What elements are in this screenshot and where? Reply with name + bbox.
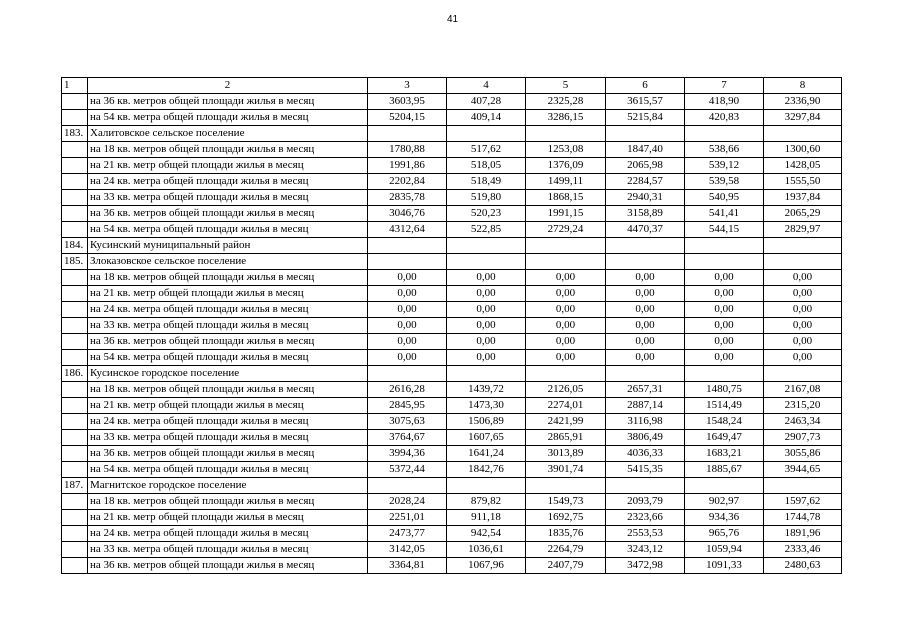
value-cell: 3158,89 bbox=[606, 206, 685, 222]
table-row bbox=[62, 158, 842, 174]
value-cell: 902,97 bbox=[685, 494, 764, 510]
row-description: на 18 кв. метров общей площади жилья в месяц bbox=[88, 270, 368, 286]
value-cell: 2657,31 bbox=[606, 382, 685, 398]
value-cell: 1780,88 bbox=[368, 142, 447, 158]
value-cell: 2126,05 bbox=[526, 382, 606, 398]
header-cell: 8 bbox=[764, 78, 842, 94]
table-row bbox=[62, 382, 842, 398]
table-row bbox=[62, 206, 842, 222]
row-index bbox=[62, 446, 88, 462]
table-row bbox=[62, 238, 842, 254]
table-row bbox=[62, 398, 842, 414]
value-cell: 2729,24 bbox=[526, 222, 606, 238]
table-header bbox=[62, 78, 842, 94]
row-index: 186. bbox=[62, 366, 88, 382]
value-cell: 879,82 bbox=[447, 494, 526, 510]
row-index bbox=[62, 142, 88, 158]
value-cell: 0,00 bbox=[764, 286, 842, 302]
row-index bbox=[62, 462, 88, 478]
row-description: на 33 кв. метра общей площади жилья в месяц bbox=[88, 318, 368, 334]
value-cell: 934,36 bbox=[685, 510, 764, 526]
table-row bbox=[62, 222, 842, 238]
value-cell: 1683,21 bbox=[685, 446, 764, 462]
value-cell: 3944,65 bbox=[764, 462, 842, 478]
value-cell: 965,76 bbox=[685, 526, 764, 542]
value-cell bbox=[685, 238, 764, 254]
value-cell: 1067,96 bbox=[447, 558, 526, 574]
value-cell: 0,00 bbox=[685, 302, 764, 318]
value-cell: 518,49 bbox=[447, 174, 526, 190]
value-cell: 5215,84 bbox=[606, 110, 685, 126]
value-cell: 418,90 bbox=[685, 94, 764, 110]
header-cell: 3 bbox=[368, 78, 447, 94]
value-cell: 4312,64 bbox=[368, 222, 447, 238]
value-cell: 2251,01 bbox=[368, 510, 447, 526]
value-cell: 1885,67 bbox=[685, 462, 764, 478]
value-cell: 1480,75 bbox=[685, 382, 764, 398]
row-index bbox=[62, 430, 88, 446]
value-cell: 3764,67 bbox=[368, 430, 447, 446]
value-cell: 519,80 bbox=[447, 190, 526, 206]
value-cell bbox=[368, 478, 447, 494]
row-index bbox=[62, 190, 88, 206]
row-index bbox=[62, 382, 88, 398]
value-cell: 4036,33 bbox=[606, 446, 685, 462]
value-cell: 518,05 bbox=[447, 158, 526, 174]
page-number: 41 bbox=[446, 14, 459, 25]
value-cell: 5372,44 bbox=[368, 462, 447, 478]
value-cell: 1439,72 bbox=[447, 382, 526, 398]
value-cell: 541,41 bbox=[685, 206, 764, 222]
value-cell: 1835,76 bbox=[526, 526, 606, 542]
value-cell: 5415,35 bbox=[606, 462, 685, 478]
value-cell: 2887,14 bbox=[606, 398, 685, 414]
row-index bbox=[62, 414, 88, 430]
row-index bbox=[62, 158, 88, 174]
table-row bbox=[62, 558, 842, 574]
row-index bbox=[62, 286, 88, 302]
value-cell: 2028,24 bbox=[368, 494, 447, 510]
value-cell bbox=[447, 238, 526, 254]
value-cell: 0,00 bbox=[526, 286, 606, 302]
value-cell: 1744,78 bbox=[764, 510, 842, 526]
value-cell: 5204,15 bbox=[368, 110, 447, 126]
value-cell: 3286,15 bbox=[526, 110, 606, 126]
value-cell bbox=[526, 254, 606, 270]
table-row bbox=[62, 542, 842, 558]
value-cell: 3055,86 bbox=[764, 446, 842, 462]
value-cell: 3603,95 bbox=[368, 94, 447, 110]
table-row bbox=[62, 302, 842, 318]
table-row bbox=[62, 478, 842, 494]
row-description: на 21 кв. метр общей площади жилья в месяц bbox=[88, 510, 368, 526]
value-cell bbox=[447, 478, 526, 494]
row-index: 184. bbox=[62, 238, 88, 254]
table-row bbox=[62, 414, 842, 430]
table-row bbox=[62, 462, 842, 478]
value-cell: 540,95 bbox=[685, 190, 764, 206]
header-cell: 6 bbox=[606, 78, 685, 94]
value-cell: 2093,79 bbox=[606, 494, 685, 510]
row-index bbox=[62, 270, 88, 286]
header-cell: 1 bbox=[62, 78, 88, 94]
value-cell: 0,00 bbox=[606, 286, 685, 302]
value-cell: 2264,79 bbox=[526, 542, 606, 558]
value-cell: 3116,98 bbox=[606, 414, 685, 430]
row-index bbox=[62, 542, 88, 558]
value-cell: 0,00 bbox=[526, 334, 606, 350]
value-cell: 3046,76 bbox=[368, 206, 447, 222]
value-cell: 0,00 bbox=[447, 286, 526, 302]
row-index bbox=[62, 110, 88, 126]
value-cell: 1891,96 bbox=[764, 526, 842, 542]
value-cell: 2325,28 bbox=[526, 94, 606, 110]
value-cell: 1428,05 bbox=[764, 158, 842, 174]
value-cell: 2940,31 bbox=[606, 190, 685, 206]
row-index bbox=[62, 510, 88, 526]
value-cell: 0,00 bbox=[764, 334, 842, 350]
value-cell: 1036,61 bbox=[447, 542, 526, 558]
row-description: Магнитское городское поселение bbox=[88, 478, 368, 494]
row-index bbox=[62, 558, 88, 574]
value-cell: 0,00 bbox=[764, 350, 842, 366]
value-cell: 1514,49 bbox=[685, 398, 764, 414]
value-cell: 0,00 bbox=[685, 350, 764, 366]
value-cell bbox=[368, 366, 447, 382]
value-cell: 2065,98 bbox=[606, 158, 685, 174]
value-cell bbox=[368, 254, 447, 270]
value-cell: 1649,47 bbox=[685, 430, 764, 446]
value-cell bbox=[526, 478, 606, 494]
value-cell: 2845,95 bbox=[368, 398, 447, 414]
value-cell: 0,00 bbox=[368, 286, 447, 302]
value-cell: 0,00 bbox=[606, 318, 685, 334]
value-cell: 911,18 bbox=[447, 510, 526, 526]
value-cell: 0,00 bbox=[447, 270, 526, 286]
row-index bbox=[62, 94, 88, 110]
value-cell: 2865,91 bbox=[526, 430, 606, 446]
row-description: на 24 кв. метра общей площади жилья в месяц bbox=[88, 526, 368, 542]
row-description: Кусинское городское поселение bbox=[88, 366, 368, 382]
value-cell: 0,00 bbox=[526, 318, 606, 334]
value-cell: 1548,24 bbox=[685, 414, 764, 430]
value-cell: 2315,20 bbox=[764, 398, 842, 414]
value-cell: 2284,57 bbox=[606, 174, 685, 190]
value-cell: 3806,49 bbox=[606, 430, 685, 446]
row-description: на 21 кв. метр общей площади жилья в месяц bbox=[88, 158, 368, 174]
value-cell: 3243,12 bbox=[606, 542, 685, 558]
value-cell: 544,15 bbox=[685, 222, 764, 238]
value-cell: 2616,28 bbox=[368, 382, 447, 398]
value-cell bbox=[368, 238, 447, 254]
row-description: на 36 кв. метров общей площади жилья в месяц bbox=[88, 558, 368, 574]
value-cell: 0,00 bbox=[447, 350, 526, 366]
table-row bbox=[62, 510, 842, 526]
table-row bbox=[62, 126, 842, 142]
row-index bbox=[62, 494, 88, 510]
value-cell: 520,23 bbox=[447, 206, 526, 222]
row-index bbox=[62, 334, 88, 350]
value-cell: 0,00 bbox=[685, 270, 764, 286]
row-description: на 24 кв. метра общей площади жилья в месяц bbox=[88, 302, 368, 318]
data-table bbox=[61, 77, 842, 574]
row-description: на 36 кв. метров общей площади жилья в месяц bbox=[88, 446, 368, 462]
value-cell: 0,00 bbox=[764, 270, 842, 286]
value-cell bbox=[606, 254, 685, 270]
header-cell: 2 bbox=[88, 78, 368, 94]
row-description: на 33 кв. метра общей площади жилья в месяц bbox=[88, 430, 368, 446]
row-index bbox=[62, 350, 88, 366]
value-cell: 0,00 bbox=[447, 318, 526, 334]
header-cell: 7 bbox=[685, 78, 764, 94]
value-cell: 0,00 bbox=[764, 302, 842, 318]
value-cell bbox=[606, 366, 685, 382]
row-description: на 33 кв. метра общей площади жилья в месяц bbox=[88, 190, 368, 206]
value-cell: 517,62 bbox=[447, 142, 526, 158]
value-cell bbox=[685, 126, 764, 142]
value-cell: 407,28 bbox=[447, 94, 526, 110]
value-cell: 0,00 bbox=[526, 270, 606, 286]
value-cell: 1499,11 bbox=[526, 174, 606, 190]
table-row bbox=[62, 286, 842, 302]
row-description: на 36 кв. метров общей площади жилья в месяц bbox=[88, 206, 368, 222]
row-description: на 18 кв. метров общей площади жилья в месяц bbox=[88, 142, 368, 158]
value-cell: 0,00 bbox=[368, 318, 447, 334]
table-row bbox=[62, 350, 842, 366]
value-cell: 2336,90 bbox=[764, 94, 842, 110]
table-row bbox=[62, 174, 842, 190]
value-cell: 1300,60 bbox=[764, 142, 842, 158]
value-cell: 3615,57 bbox=[606, 94, 685, 110]
value-cell bbox=[606, 238, 685, 254]
value-cell: 1091,33 bbox=[685, 558, 764, 574]
value-cell: 2463,34 bbox=[764, 414, 842, 430]
value-cell: 1549,73 bbox=[526, 494, 606, 510]
value-cell: 2829,97 bbox=[764, 222, 842, 238]
value-cell: 2333,46 bbox=[764, 542, 842, 558]
table-row bbox=[62, 366, 842, 382]
value-cell: 0,00 bbox=[368, 270, 447, 286]
value-cell: 2480,63 bbox=[764, 558, 842, 574]
value-cell bbox=[606, 126, 685, 142]
value-cell: 522,85 bbox=[447, 222, 526, 238]
value-cell: 0,00 bbox=[685, 286, 764, 302]
value-cell: 3013,89 bbox=[526, 446, 606, 462]
value-cell: 3472,98 bbox=[606, 558, 685, 574]
value-cell: 0,00 bbox=[606, 350, 685, 366]
value-cell bbox=[606, 478, 685, 494]
header-row bbox=[62, 78, 842, 94]
table-body bbox=[62, 94, 842, 574]
row-index: 183. bbox=[62, 126, 88, 142]
value-cell bbox=[764, 366, 842, 382]
value-cell bbox=[764, 238, 842, 254]
value-cell: 1641,24 bbox=[447, 446, 526, 462]
row-index bbox=[62, 206, 88, 222]
value-cell: 539,58 bbox=[685, 174, 764, 190]
value-cell: 3364,81 bbox=[368, 558, 447, 574]
row-index: 187. bbox=[62, 478, 88, 494]
value-cell: 0,00 bbox=[685, 334, 764, 350]
value-cell: 1607,65 bbox=[447, 430, 526, 446]
table-row bbox=[62, 446, 842, 462]
row-description: на 54 кв. метра общей площади жилья в месяц bbox=[88, 110, 368, 126]
table-row bbox=[62, 430, 842, 446]
value-cell: 1555,50 bbox=[764, 174, 842, 190]
value-cell: 3142,05 bbox=[368, 542, 447, 558]
table-row bbox=[62, 270, 842, 286]
value-cell: 0,00 bbox=[368, 350, 447, 366]
value-cell: 2407,79 bbox=[526, 558, 606, 574]
table-row bbox=[62, 110, 842, 126]
value-cell: 2473,77 bbox=[368, 526, 447, 542]
table-row bbox=[62, 190, 842, 206]
row-description: на 21 кв. метр общей площади жилья в месяц bbox=[88, 398, 368, 414]
value-cell: 0,00 bbox=[606, 334, 685, 350]
row-description: Злоказовское сельское поселение bbox=[88, 254, 368, 270]
value-cell: 1597,62 bbox=[764, 494, 842, 510]
value-cell: 2167,08 bbox=[764, 382, 842, 398]
value-cell: 3994,36 bbox=[368, 446, 447, 462]
row-description: на 18 кв. метров общей площади жилья в месяц bbox=[88, 382, 368, 398]
header-cell: 4 bbox=[447, 78, 526, 94]
value-cell bbox=[685, 366, 764, 382]
value-cell bbox=[526, 126, 606, 142]
value-cell: 1253,08 bbox=[526, 142, 606, 158]
value-cell: 4470,37 bbox=[606, 222, 685, 238]
value-cell: 2907,73 bbox=[764, 430, 842, 446]
value-cell: 0,00 bbox=[606, 302, 685, 318]
table-row bbox=[62, 254, 842, 270]
value-cell bbox=[685, 254, 764, 270]
row-index bbox=[62, 174, 88, 190]
table-row bbox=[62, 526, 842, 542]
row-description: на 24 кв. метра общей площади жилья в месяц bbox=[88, 414, 368, 430]
header-cell: 5 bbox=[526, 78, 606, 94]
value-cell: 1059,94 bbox=[685, 542, 764, 558]
value-cell: 1937,84 bbox=[764, 190, 842, 206]
row-description: на 54 кв. метра общей площади жилья в месяц bbox=[88, 222, 368, 238]
row-description: на 18 кв. метров общей площади жилья в месяц bbox=[88, 494, 368, 510]
table-row bbox=[62, 94, 842, 110]
table-row bbox=[62, 142, 842, 158]
value-cell bbox=[764, 126, 842, 142]
value-cell: 1991,15 bbox=[526, 206, 606, 222]
value-cell: 1991,86 bbox=[368, 158, 447, 174]
row-description: Халитовское сельское поселение bbox=[88, 126, 368, 142]
row-description: на 54 кв. метра общей площади жилья в месяц bbox=[88, 462, 368, 478]
value-cell: 0,00 bbox=[526, 350, 606, 366]
value-cell: 2065,29 bbox=[764, 206, 842, 222]
value-cell: 0,00 bbox=[526, 302, 606, 318]
row-index: 185. bbox=[62, 254, 88, 270]
value-cell: 409,14 bbox=[447, 110, 526, 126]
value-cell: 0,00 bbox=[447, 334, 526, 350]
value-cell bbox=[764, 478, 842, 494]
value-cell bbox=[526, 366, 606, 382]
value-cell: 3075,63 bbox=[368, 414, 447, 430]
value-cell: 1376,09 bbox=[526, 158, 606, 174]
value-cell bbox=[447, 126, 526, 142]
value-cell: 420,83 bbox=[685, 110, 764, 126]
row-index bbox=[62, 318, 88, 334]
value-cell: 1868,15 bbox=[526, 190, 606, 206]
row-description: Кусинский муниципальный район bbox=[88, 238, 368, 254]
value-cell: 0,00 bbox=[368, 302, 447, 318]
value-cell: 2553,53 bbox=[606, 526, 685, 542]
value-cell bbox=[447, 366, 526, 382]
value-cell: 0,00 bbox=[447, 302, 526, 318]
value-cell: 1473,30 bbox=[447, 398, 526, 414]
value-cell: 942,54 bbox=[447, 526, 526, 542]
row-index bbox=[62, 398, 88, 414]
row-description: на 36 кв. метров общей площади жилья в месяц bbox=[88, 94, 368, 110]
value-cell: 1847,40 bbox=[606, 142, 685, 158]
value-cell bbox=[447, 254, 526, 270]
value-cell: 0,00 bbox=[685, 318, 764, 334]
value-cell: 2835,78 bbox=[368, 190, 447, 206]
value-cell: 2274,01 bbox=[526, 398, 606, 414]
table-row bbox=[62, 494, 842, 510]
value-cell: 539,12 bbox=[685, 158, 764, 174]
value-cell: 538,66 bbox=[685, 142, 764, 158]
value-cell: 3297,84 bbox=[764, 110, 842, 126]
value-cell: 1506,89 bbox=[447, 414, 526, 430]
value-cell: 1692,75 bbox=[526, 510, 606, 526]
value-cell bbox=[764, 254, 842, 270]
row-description: на 24 кв. метра общей площади жилья в месяц bbox=[88, 174, 368, 190]
value-cell: 1842,76 bbox=[447, 462, 526, 478]
table-row bbox=[62, 318, 842, 334]
row-description: на 54 кв. метра общей площади жилья в месяц bbox=[88, 350, 368, 366]
value-cell: 3901,74 bbox=[526, 462, 606, 478]
value-cell: 2202,84 bbox=[368, 174, 447, 190]
value-cell: 2323,66 bbox=[606, 510, 685, 526]
row-description: на 21 кв. метр общей площади жилья в месяц bbox=[88, 286, 368, 302]
value-cell: 0,00 bbox=[606, 270, 685, 286]
row-index bbox=[62, 526, 88, 542]
value-cell bbox=[368, 126, 447, 142]
value-cell bbox=[526, 238, 606, 254]
row-index bbox=[62, 222, 88, 238]
value-cell: 0,00 bbox=[368, 334, 447, 350]
row-index bbox=[62, 302, 88, 318]
row-description: на 33 кв. метра общей площади жилья в месяц bbox=[88, 542, 368, 558]
row-description: на 36 кв. метров общей площади жилья в месяц bbox=[88, 334, 368, 350]
value-cell: 0,00 bbox=[764, 318, 842, 334]
value-cell: 2421,99 bbox=[526, 414, 606, 430]
table-row bbox=[62, 334, 842, 350]
value-cell bbox=[685, 478, 764, 494]
